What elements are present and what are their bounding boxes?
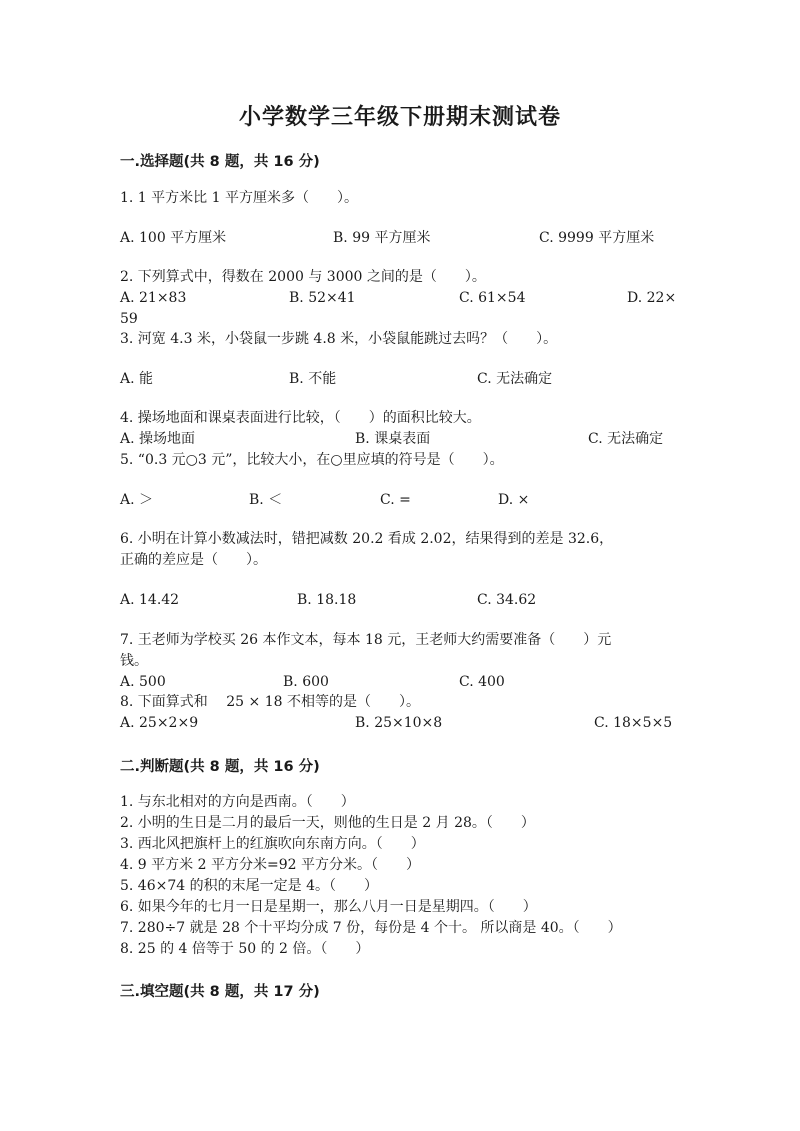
q4-stem: 4. 操场地面和课桌表面进行比较，（ ）的面积比较大。 xyxy=(120,410,481,426)
q4-option-a: A. 操场地面 xyxy=(120,431,196,447)
q2-option-a: A. 21×83 xyxy=(120,290,187,306)
q6-stem-line2: 正确的差应是（ ）。 xyxy=(120,552,267,568)
q2-option-d: D. 22× xyxy=(627,290,677,306)
q5-option-c: C. = xyxy=(380,492,411,508)
judgement-item: 6. 如果今年的七月一日是星期一，那么八月一日是星期四。（ ） xyxy=(120,899,537,915)
q6-option-a: A. 14.42 xyxy=(120,592,180,608)
q7-option-b: B. 600 xyxy=(283,674,329,690)
q6-stem: 6. 小明在计算小数减法时，错把减数 20.2 看成 2.02，结果得到的差是 32.6， xyxy=(120,531,614,547)
section-heading-fill-blank: 三.填空题(共 8 题，共 17 分) xyxy=(120,984,320,1000)
q7-stem: 7. 王老师为学校买 26 本作文本，每本 18 元，王老师大约需要准备（ ）元 xyxy=(120,632,612,648)
q6-option-c: C. 34.62 xyxy=(477,592,537,608)
q2-option-d-continued: 59 xyxy=(120,311,138,327)
page-title: 小学数学三年级下册期末测试卷 xyxy=(238,104,561,130)
judgement-item: 7. 280÷7 就是 28 个十平均分成 7 份，每份是 4 个十。 所以商是 40。（ ） xyxy=(120,920,622,936)
judgement-item: 1. 与东北相对的方向是西南。（ ） xyxy=(120,794,355,810)
q1-option-a: A. 100 平方厘米 xyxy=(120,230,227,246)
q8-option-c: C. 18×5×5 xyxy=(594,715,673,731)
q1-option-b: B. 99 平方厘米 xyxy=(333,230,431,246)
q7-option-a: A. 500 xyxy=(120,674,166,690)
q3-option-c: C. 无法确定 xyxy=(477,371,553,387)
section-heading-choice: 一.选择题(共 8 题，共 16 分) xyxy=(120,154,320,170)
judgement-item: 2. 小明的生日是二月的最后一天，则他的生日是 2 月 28。（ ） xyxy=(120,815,535,831)
judgement-item: 8. 25 的 4 倍等于 50 的 2 倍。（ ） xyxy=(120,941,370,957)
q5-option-d: D. × xyxy=(498,492,530,508)
q8-stem: 8. 下面算式和 25 × 18 不相等的是（ ）。 xyxy=(120,694,420,710)
judgement-item: 5. 46×74 的积的末尾一定是 4。（ ） xyxy=(120,878,378,894)
q3-option-b: B. 不能 xyxy=(289,371,337,387)
q5-option-a: A. ＞ xyxy=(120,492,154,508)
q1-stem: 1. 1 平方米比 1 平方厘米多（ ）。 xyxy=(120,190,358,206)
q2-option-c: C. 61×54 xyxy=(459,290,526,306)
q7-option-c: C. 400 xyxy=(459,674,505,690)
q6-option-b: B. 18.18 xyxy=(297,592,357,608)
q3-option-a: A. 能 xyxy=(120,371,154,387)
q2-option-b: B. 52×41 xyxy=(289,290,356,306)
q8-option-a: A. 25×2×9 xyxy=(120,715,199,731)
q3-stem: 3. 河宽 4.3 米，小袋鼠一步跳 4.8 米，小袋鼠能跳过去吗？（ ）。 xyxy=(120,331,558,347)
q4-option-c: C. 无法确定 xyxy=(588,431,664,447)
judgement-item: 3. 西北风把旗杆上的红旗吹向东南方向。（ ） xyxy=(120,836,425,852)
judgement-item: 4. 9 平方米 2 平方分米=92 平方分米。（ ） xyxy=(120,857,420,873)
q1-option-c: C. 9999 平方厘米 xyxy=(539,230,655,246)
q4-option-b: B. 课桌表面 xyxy=(355,431,431,447)
q5-option-b: B. ＜ xyxy=(249,492,283,508)
section-heading-judgement: 二.判断题(共 8 题，共 16 分) xyxy=(120,759,320,775)
q7-stem-line2: 钱。 xyxy=(120,653,148,669)
q2-stem: 2. 下列算式中，得数在 2000 与 3000 之间的是（ ）。 xyxy=(120,269,486,285)
q5-stem: 5. “0.3 元○3 元”，比较大小，在○里应填的符号是（ ）。 xyxy=(120,452,504,468)
q8-option-b: B. 25×10×8 xyxy=(355,715,443,731)
